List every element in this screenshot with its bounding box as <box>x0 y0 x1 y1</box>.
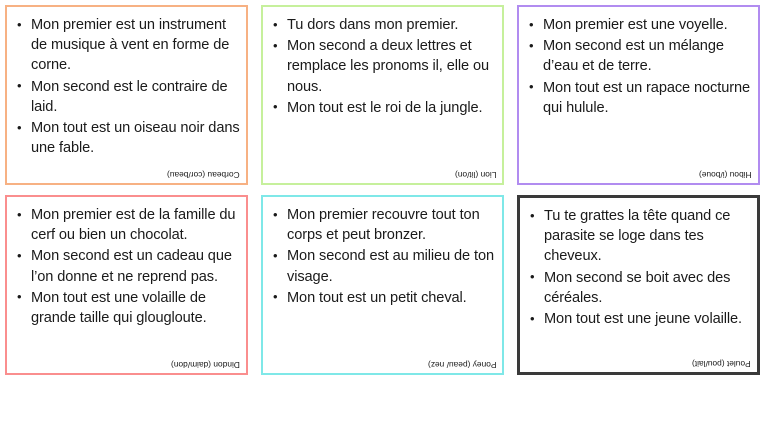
riddle-clue-list <box>7 197 246 328</box>
card-slot-3 <box>512 0 768 190</box>
riddle-clue-list <box>263 7 502 118</box>
riddle-card-hibou[interactable] <box>517 5 760 185</box>
riddle-answer: Dindon (daim/don) <box>171 360 240 370</box>
card-slot-4 <box>0 190 256 380</box>
riddle-clue-list <box>519 7 758 118</box>
riddle-clue: • Mon tout est un rapace nocturne qui hulule. <box>529 78 752 118</box>
riddle-card-lion[interactable] <box>261 5 504 185</box>
riddle-answer: Corbeau (cor/beau) <box>167 170 240 180</box>
riddle-clue: • Mon tout est un petit cheval. <box>273 288 496 308</box>
riddle-clue: • Mon tout est une jeune volaille. <box>530 309 751 329</box>
riddle-card-corbeau[interactable] <box>5 5 248 185</box>
riddle-clue: • Tu dors dans mon premier. <box>273 15 496 35</box>
riddle-clue-list <box>520 198 757 329</box>
riddle-clue: • Mon second est le contraire de laid. <box>17 77 240 117</box>
riddle-card-dindon[interactable] <box>5 195 248 375</box>
riddle-clue: • Mon second se boit avec des céréales. <box>530 268 751 308</box>
card-slot-1 <box>0 0 256 190</box>
riddle-clue: • Tu te grattes la tête quand ce parasite se loge dans tes cheveux. <box>530 206 751 267</box>
riddle-card-poney[interactable] <box>261 195 504 375</box>
riddle-clue: • Mon premier est un instrument de musique à vent en forme de corne. <box>17 15 240 76</box>
riddle-clue: • Mon tout est une volaille de grande taille qui glougloute. <box>17 288 240 328</box>
card-slot-5 <box>256 190 512 380</box>
riddle-clue-list <box>263 197 502 308</box>
riddle-clue: • Mon second est un cadeau que l’on donne et ne reprend pas. <box>17 246 240 286</box>
riddle-clue: • Mon premier recouvre tout ton corps et peut bronzer. <box>273 205 496 245</box>
riddle-answer: Lion (lit/on) <box>454 170 496 180</box>
riddle-answer: Poulet (pou/lait) <box>692 359 751 369</box>
riddle-clue: • Mon second est au milieu de ton visage. <box>273 246 496 286</box>
riddle-clue: • Mon tout est un oiseau noir dans une fable. <box>17 118 240 158</box>
riddle-answer: Poney (peau/ nez) <box>427 360 496 370</box>
card-slot-2 <box>256 0 512 190</box>
riddle-card-poulet[interactable] <box>517 195 760 375</box>
riddle-clue: • Mon second est un mélange d’eau et de terre. <box>529 36 752 76</box>
riddle-clue: • Mon premier est de la famille du cerf ou bien un chocolat. <box>17 205 240 245</box>
riddle-clue: • Mon premier est une voyelle. <box>529 15 752 35</box>
riddle-clue-list <box>7 7 246 158</box>
riddle-answer: Hibou (i/boue) <box>699 170 752 180</box>
riddle-clue: • Mon tout est le roi de la jungle. <box>273 98 496 118</box>
card-slot-6 <box>512 190 768 380</box>
riddle-clue: • Mon second a deux lettres et remplace les pronoms il, elle ou nous. <box>273 36 496 97</box>
